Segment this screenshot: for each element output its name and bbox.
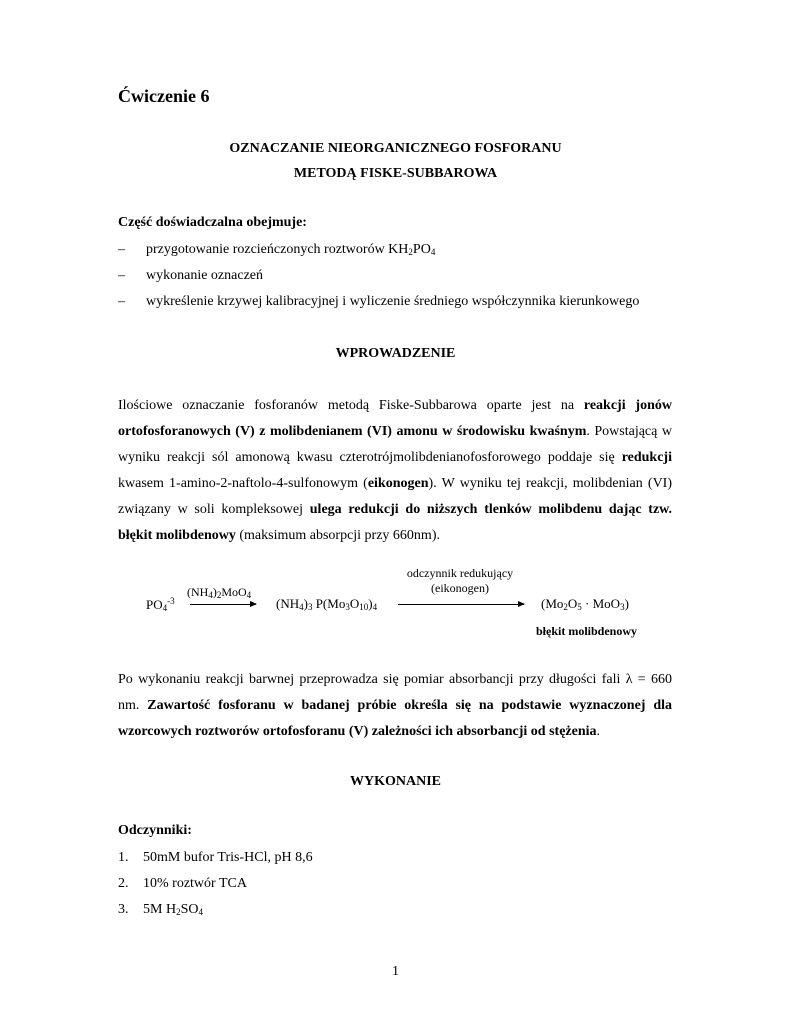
reducing-agent-label-1: odczynnik redukujący [406,566,514,580]
ammonium-molybdate-reagent: $(NH_4)_2MoO_4$ [187,585,252,600]
reaction-arrow-2 [398,604,524,605]
experimental-part-label: Część doświadczalna obejmuje: [118,215,307,230]
phosphomolybdate-complex: $(NH_4)_3$ $P(Mo_3O_{10})_4$ [276,596,378,612]
molybdenum-blue-label: błękit molibdenowy [536,624,638,638]
document-title-line1: OZNACZANIE NIEORGANICZNEGO FOSFORANU [229,141,562,156]
document-title-line2: METODĄ FISKE-SUBBAROWA [293,166,498,181]
reaction-arrow-1 [190,604,256,605]
experimental-item-2: – wykonanie oznaczeń [118,268,263,283]
measurement-paragraph: Po wykonaniu reakcji barwnej przeprowadza się pomiar absorbancji przy długości fali λ = 660 nm. Zawartość fosforanu w badanej próbie określa się na podstawie wyznaczonej dla wzorcowych roztworów ortofosforanu (V) zależności ich absorbancji od stężenia. [118,672,672,739]
reagent-item-1: 1. 50mM bufor Tris-HCl, pH 8,6 [118,850,313,865]
reducing-agent-label-2: (eikonogen) [431,581,489,595]
dash-bullet: – [118,242,125,257]
intro-paragraph: Ilościowe oznaczanie fosforanów metodą Fiske-Subbarowa oparte jest na reakcji jonów ortofosforanowych (V) z molibdenianem (VI) amonu w środowisku kwaśnym. Powstającą w wyniku reakcji sól amonową kwasu czterotrójmolibdenianofosforowego poddaje się redukcji kwasem 1-amino-2-naftolo-4-sulfonowym (eikonogen). W wyniku tej reakcji, molibdenian (VI) związany w soli kompleksowej ulega redukcji do niższych tlenków molibdenu dając tzw. błękit molibdenowy (maksimum absorpcji przy 660nm). [118,398,673,543]
experimental-item-3: – wykreślenie krzywej kalibracyjnej i wyliczenie średniego współczynnika kierunkowego [118,294,640,309]
reagents-label: Odczynniki: [118,823,192,838]
dash-bullet: – [118,294,125,309]
molybdenum-blue-formula: $(Mo_2O_5 \cdot MoO_3)$ [541,596,629,612]
execution-heading: WYKONANIE [349,774,441,789]
chapter-title: Ćwiczenie 6 [118,86,210,106]
intro-heading: WPROWADZENIE [335,346,456,361]
experimental-item-1: – przygotowanie rozcieńczonych roztworów $KH_2PO_4$ [118,242,436,257]
dash-bullet: – [118,268,125,283]
reagent-item-3: 3. 5M $H_2SO_4$ [118,902,203,917]
phosphate-ion: $PO_4^{-3}$ [146,596,175,613]
reagent-item-2: 2. 10% roztwór TCA [118,876,247,891]
page-number: 1 [392,964,399,979]
